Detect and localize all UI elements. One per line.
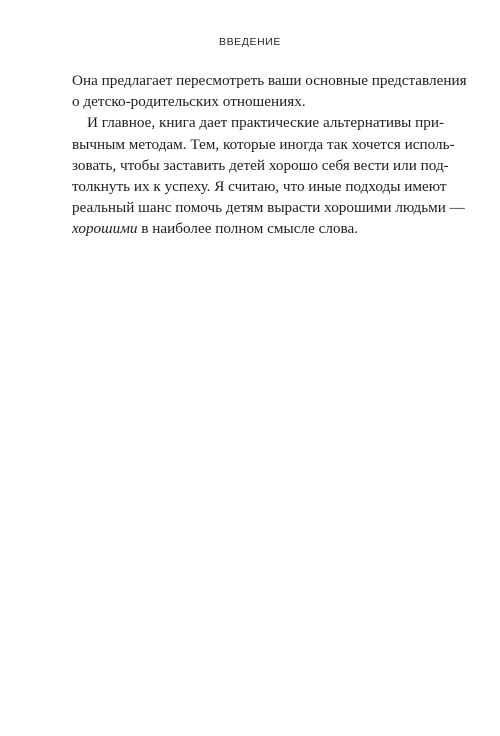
text-line: о детско-родительских отношениях. (72, 93, 306, 111)
body-text (72, 70, 467, 240)
paragraph-1 (72, 70, 467, 112)
text-line: вычным методам. Тем, которые иногда так хочется исполь- (72, 135, 455, 153)
text-line-rest: в наиболее полном смысле слова. (137, 220, 359, 238)
text-line: Она предлагает пересмотреть ваши основные представления (72, 72, 467, 89)
running-head: ВВЕДЕНИЕ (218, 36, 282, 48)
text-line: И главное, книга дает практические альтернативы при- (87, 114, 445, 132)
text-line: зовать, чтобы заставить детей хорошо себя вести или под- (72, 156, 449, 174)
text-line-final (72, 218, 428, 239)
text-line: реальный шанс помочь детям вырасти хорошими людьми — (72, 199, 465, 217)
paragraph-2 (72, 112, 465, 239)
text-line: толкнуть их к успеху. Я считаю, что иные подходы имеют (72, 178, 447, 196)
emphasized-word: хорошими (72, 220, 138, 238)
